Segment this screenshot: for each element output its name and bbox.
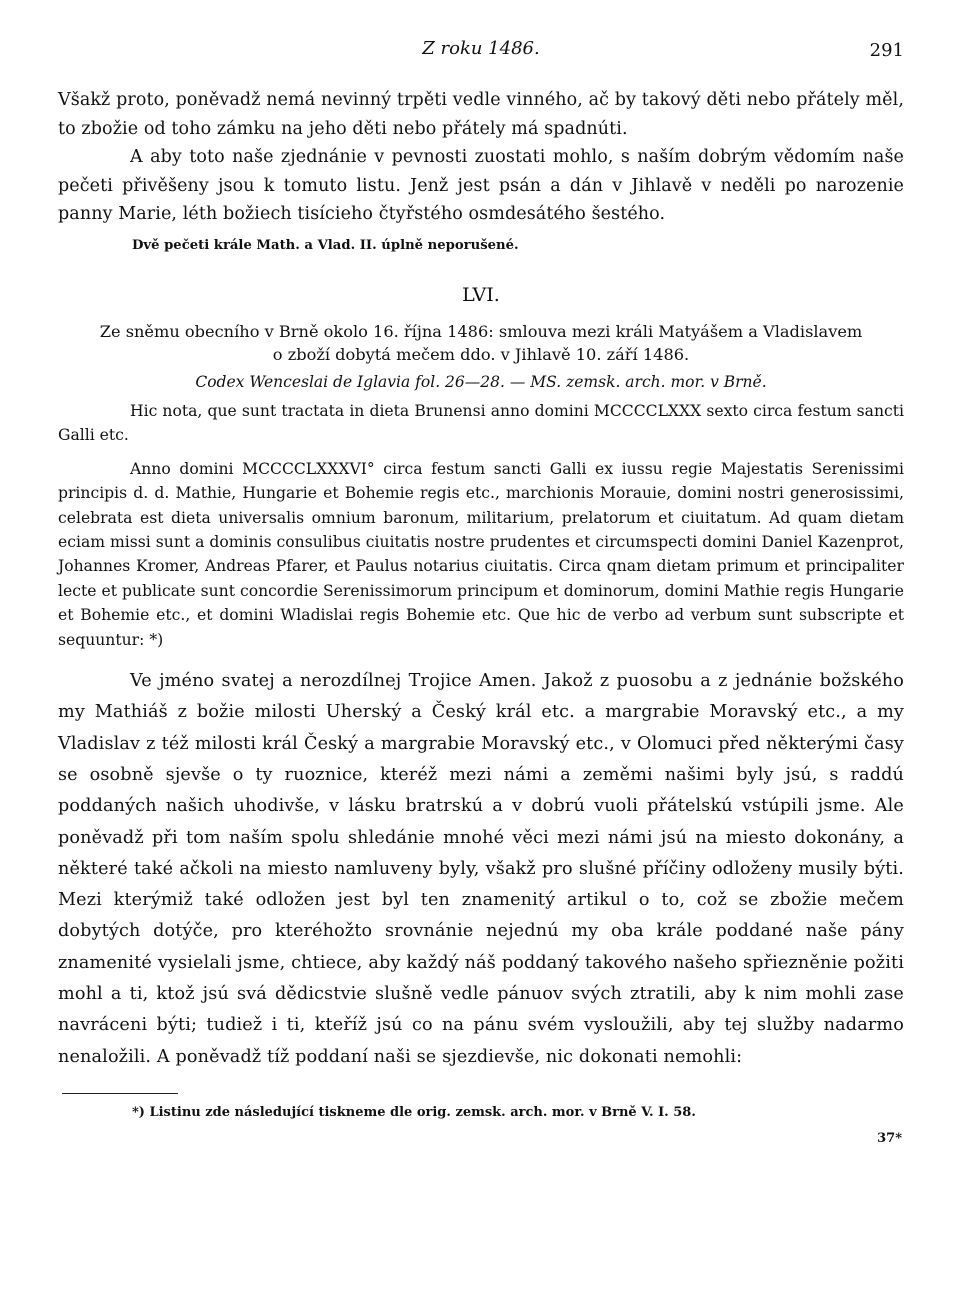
section-heading bbox=[58, 320, 904, 367]
source-citation: Codex Wenceslai de Iglavia fol. 26—28. — MS. zemsk. arch. mor. v Brně. bbox=[195, 372, 767, 391]
document-page bbox=[58, 34, 904, 1146]
opening-paragraph-2: A aby toto naše zjednánie v pevnosti zuostati mohlo, s naším dobrým vědomím naše pečeti přivěšeny jsou k tomuto listu. Jenž jest psán a dán v Jihlavě v neděli po narozenie panny Marie, léth božiech tisícieho čtyřstého osmdesátého šestého. bbox=[58, 147, 904, 225]
section-heading-line-2: o zboží dobytá mečem ddo. v Jihlavě 10. září 1486. bbox=[272, 345, 690, 365]
page-number: 291 bbox=[869, 40, 904, 61]
latin-paragraph-1: Hic nota, que sunt tractata in dieta Brunensi anno domini MCCCCLXXX sexto circa festum sancti Galli etc. bbox=[58, 401, 904, 445]
footnote: *) Listinu zde následující tiskneme dle orig. zemsk. arch. mor. v Brně V. I. 58. bbox=[132, 1104, 696, 1120]
opening-paragraph-1: Všakž proto, poněvadž nemá nevinný trpěti vedle vinného, ač by takový děti nebo přátely měl, to zbožie od toho zámku na jeho děti nebo přátely má spadnúti. bbox=[58, 90, 904, 139]
running-header bbox=[58, 34, 904, 64]
czech-charter-text: Ve jméno svatej a nerozdílnej Trojice Amen. Jakož z puosobu a z jednánie božského my Mathiáš z božie milosti Uherský a Český král etc. a margrabie Moravský etc., a my Vladislav z též milosti král Český a margrabie Moravský etc., v Olomuci před některými časy se osobně sjevše o ty ruoznice, kteréž mezi námi a zeměmi našimi byly jsú, s raddú poddaných našich uhodivše, v lásku bratrskú a v dobrú vuoli přátelskú vstúpili jsme. Ale poněvadž při tom naším spolu shledánie mnohé věci mezi námi jsú na miesto dokonány, a některé také ačkoli na miesto namluveny byly, všakž pro slušné příčiny odloženy musily býti. Mezi kterýmiž také odložen jest byl ten znamenitý artikul o to, což se zbožie mečem dobytých dotýče, pro kteréhožto srovnánie nejednú my oba krále poddané naše pány znamenité vysielali jsme, chtiece, aby každý náš poddaný takového našeho spřiezněnie požiti mohl a ti, ktož jsú svá dědicstvie slušně vedle pánuov svých ztratili, aby k nim mohli zase navráceni býti; tudiež i ti, kteříž jsú co na pánu svém vysloužili, aby tej služby nadarmo nenaložili. A poněvadž tíž poddaní naši se sjezdievše, nic dokonati nemohli: bbox=[58, 671, 904, 1067]
section-heading-line-1: Ze sněmu obecního v Brně okolo 16. října 1486: smlouva mezi králi Matyášem a Vladislavem bbox=[99, 321, 863, 341]
footnote-divider bbox=[62, 1093, 178, 1094]
seal-note: Dvě pečeti krále Math. a Vlad. II. úplně neporušené. bbox=[132, 237, 519, 253]
running-title: Z roku 1486. bbox=[422, 38, 540, 59]
signature-mark: 37* bbox=[877, 1130, 902, 1146]
latin-paragraph-2: Anno domini MCCCCLXXXVI° circa festum sancti Galli ex iussu regie Majestatis Serenissimi principis d. d. Mathie, Hungarie et Bohemie regis etc., marchionis Morauie, domini nostri generosissimi, celebrata est dieta universalis omnium baronum, militarium, prelatorum et ciuitatum. Ad quam dietam eciam missi sunt a dominis consulibus ciuitatis nostre prudentes et circumspecti domini Daniel Kazenprot, Johannes Kromer, Andreas Pfarer, et Paulus notarius ciuitatis. Circa qnam dietam primum et principaliter lecte et publicate sunt concordie Serenissimorum principum et dominorum, domini Mathie regis Hungarie et Bohemie etc., et domini Wladislai regis Bohemie etc. Que hic de verbo ad verbum sunt subscripte et sequuntur: *) bbox=[58, 459, 904, 649]
section-number: LVI. bbox=[462, 283, 500, 306]
